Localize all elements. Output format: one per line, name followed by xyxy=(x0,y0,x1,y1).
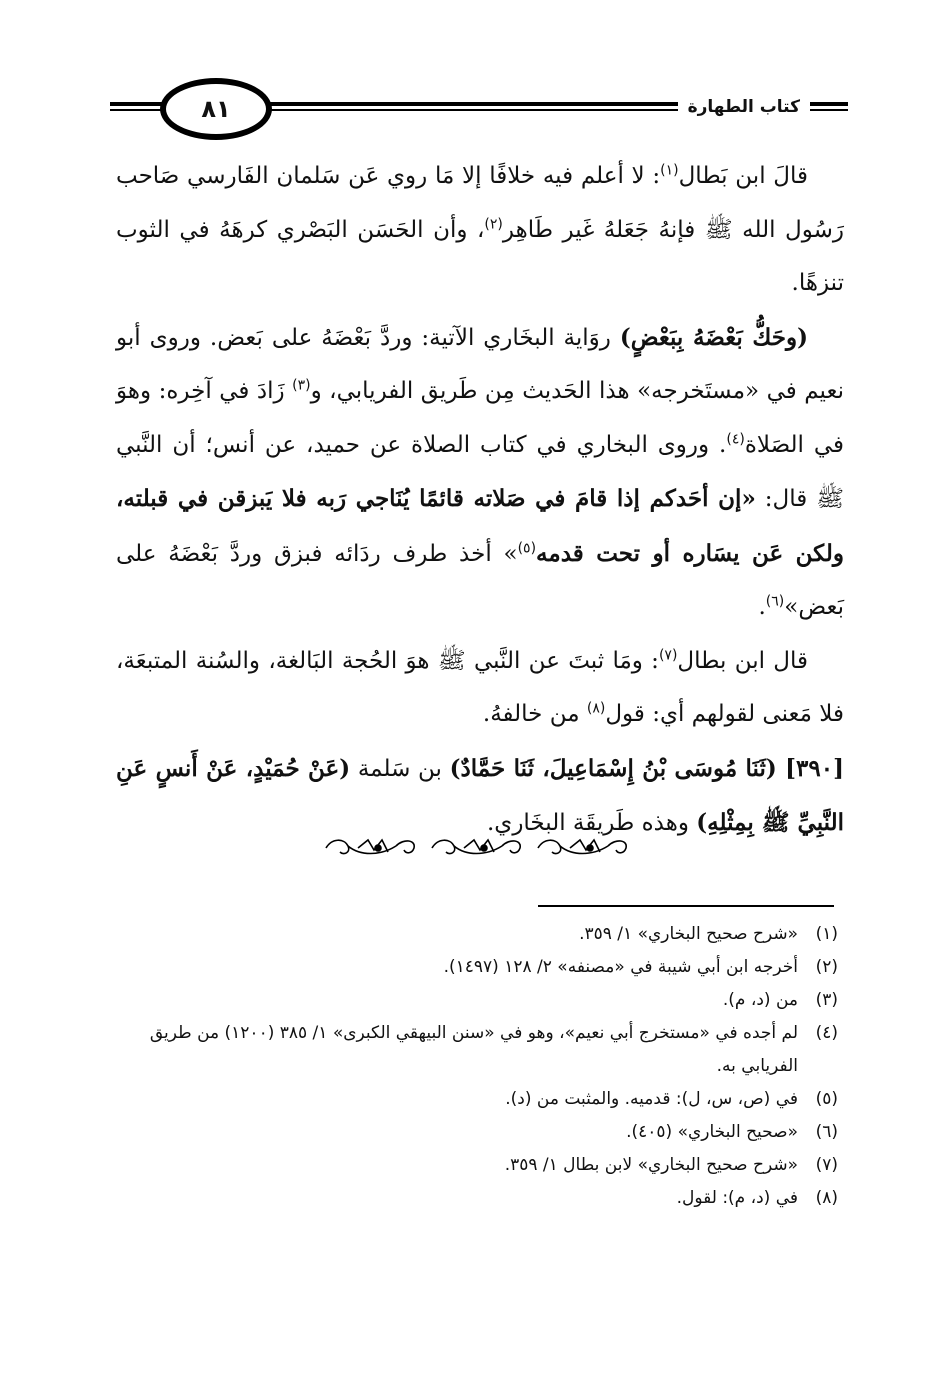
bold-isnad: [٣٩٠] (ثَنَا مُوسَى بْنُ إِسْمَاعِيلَ، ثَنَا حَمَّادٌ) xyxy=(449,754,844,782)
text-run: : ومَا ثبتَ عن النَّبي ﷺ هوَ الحُجة البَالغة، والسُنة المتبعَة، فلا مَعنى لقولهم أي: قول xyxy=(116,647,844,727)
text-run: . وروى البخاري في كتاب الصلاة عن حميد، عن أنس؛ أن النَّبي ﷺ قال: xyxy=(116,431,844,512)
text-run: . xyxy=(758,594,766,620)
footnote-item xyxy=(110,918,838,951)
running-title: كتاب الطهارة xyxy=(678,96,810,118)
footnote-separator xyxy=(538,905,834,907)
text-run: قال ابن بطال xyxy=(677,647,809,674)
text-run: روَاية البخَاري الآتية: وردَّ بَعْضَهُ على بَعض. وروى أبو نعيم في «مستَخرجه» هذا الحَديث مِن طَريق الفريابي، و xyxy=(116,324,844,404)
footnote-ref-7[interactable]: (٧) xyxy=(658,646,678,663)
footnotes xyxy=(110,918,838,1215)
footnote-text: في (ص، س، ل): قدميه. والمثبت من (د). xyxy=(505,1089,798,1109)
paragraph-1 xyxy=(116,150,844,311)
page-number: ٨١ xyxy=(160,78,272,140)
bold-hadith: «إن أحَدكم إذا قامَ في صَلاته قائمًا يُنَاجي رَبه فلا يَبزقن في قبلته، ولكن عَن يسَاره أو تحت قدمه xyxy=(116,485,844,567)
text-run: : لا أعلم فيه خلافًا إلا مَا روي عَن سَلمان الفَارسي صَاحب رَسُول الله ﷺ فإنهُ جَعَلهُ غَير طَاهِر xyxy=(116,163,844,243)
footnote-text: أخرجه ابن أبي شيبة في «مصنفه» ٢/ ١٢٨ (١٤٩٧). xyxy=(443,957,798,977)
bold-lemma: (وحَكُّ بَعْضَهُ بِبَعْضٍ) xyxy=(619,323,808,351)
footnote-item xyxy=(110,951,838,984)
footnote-number: (٣) xyxy=(815,990,838,1010)
footnote-text: «شرح صحيح البخاري» لابن بطال ١/ ٣٥٩. xyxy=(504,1155,798,1175)
main-text xyxy=(116,150,844,851)
footnote-item xyxy=(110,1182,838,1215)
footnote-number: (٨) xyxy=(815,1188,838,1208)
text-run: زَادَ في آخِره: وهوَ في الصَلاة xyxy=(116,378,845,458)
footnote-item xyxy=(110,1149,838,1182)
footnote-ref-3[interactable]: (٣) xyxy=(292,377,311,394)
footnote-item xyxy=(110,1017,838,1083)
footnote-ref-5[interactable]: (٥) xyxy=(517,539,537,556)
page-header xyxy=(110,72,848,142)
footnote-number: (٢) xyxy=(815,957,838,977)
bold-isnad-2: (عَنْ حُمَيْدٍ، عَنْ أَنسٍ عَنِ النَّبِيِّ ﷺ بِمِثْلِهِ) xyxy=(116,754,844,836)
text-run: وهذه طَريقَة البخَاري. xyxy=(487,810,697,836)
footnote-text: من (د، م). xyxy=(722,990,798,1010)
text-run: من خالفهُ. xyxy=(482,701,587,727)
footnote-ref-1[interactable]: (١) xyxy=(660,162,679,179)
footnote-text: «شرح صحيح البخاري» ١/ ٣٥٩. xyxy=(579,924,798,944)
paragraph-2 xyxy=(116,311,844,635)
paragraph-3 xyxy=(116,635,844,742)
text-run: بن سَلمة xyxy=(350,755,450,782)
footnote-text: في (د، م): لقول. xyxy=(676,1188,798,1208)
text-run: قالَ ابن بَطال xyxy=(678,163,808,189)
footnote-item xyxy=(110,1116,838,1149)
footnote-item xyxy=(110,984,838,1017)
footnote-number: (٧) xyxy=(815,1155,838,1175)
text-run: ، وأن الحَسَن البَصْري كرهَهُ في الثوب تنزهًا. xyxy=(116,216,844,296)
footnote-ref-4[interactable]: (٤) xyxy=(726,430,745,447)
floral-ornament-icon xyxy=(318,826,636,866)
footnote-number: (٤) xyxy=(815,1023,838,1043)
footnote-text: لم أجده في «مستخرج أبي نعيم»، وهو في «سنن البيهقي الكبرى» ١/ ٣٨٥ (١٢٠٠) من طريق الفريابي به. xyxy=(149,1023,798,1076)
footnote-ref-6[interactable]: (٦) xyxy=(765,593,785,610)
text-run: » أخذ طرف ردَائه فبزق وردَّ بَعْضَهُ على بَعض» xyxy=(116,540,844,620)
footnote-text: «صحيح البخاري» (٤٠٥). xyxy=(626,1122,798,1142)
footnote-number: (١) xyxy=(815,924,838,944)
footnote-item xyxy=(110,1083,838,1116)
footnote-number: (٦) xyxy=(815,1122,838,1142)
footnote-ref-2[interactable]: (٢) xyxy=(484,215,503,232)
footnote-number: (٥) xyxy=(815,1089,838,1109)
footnote-ref-8[interactable]: (٨) xyxy=(586,700,606,717)
